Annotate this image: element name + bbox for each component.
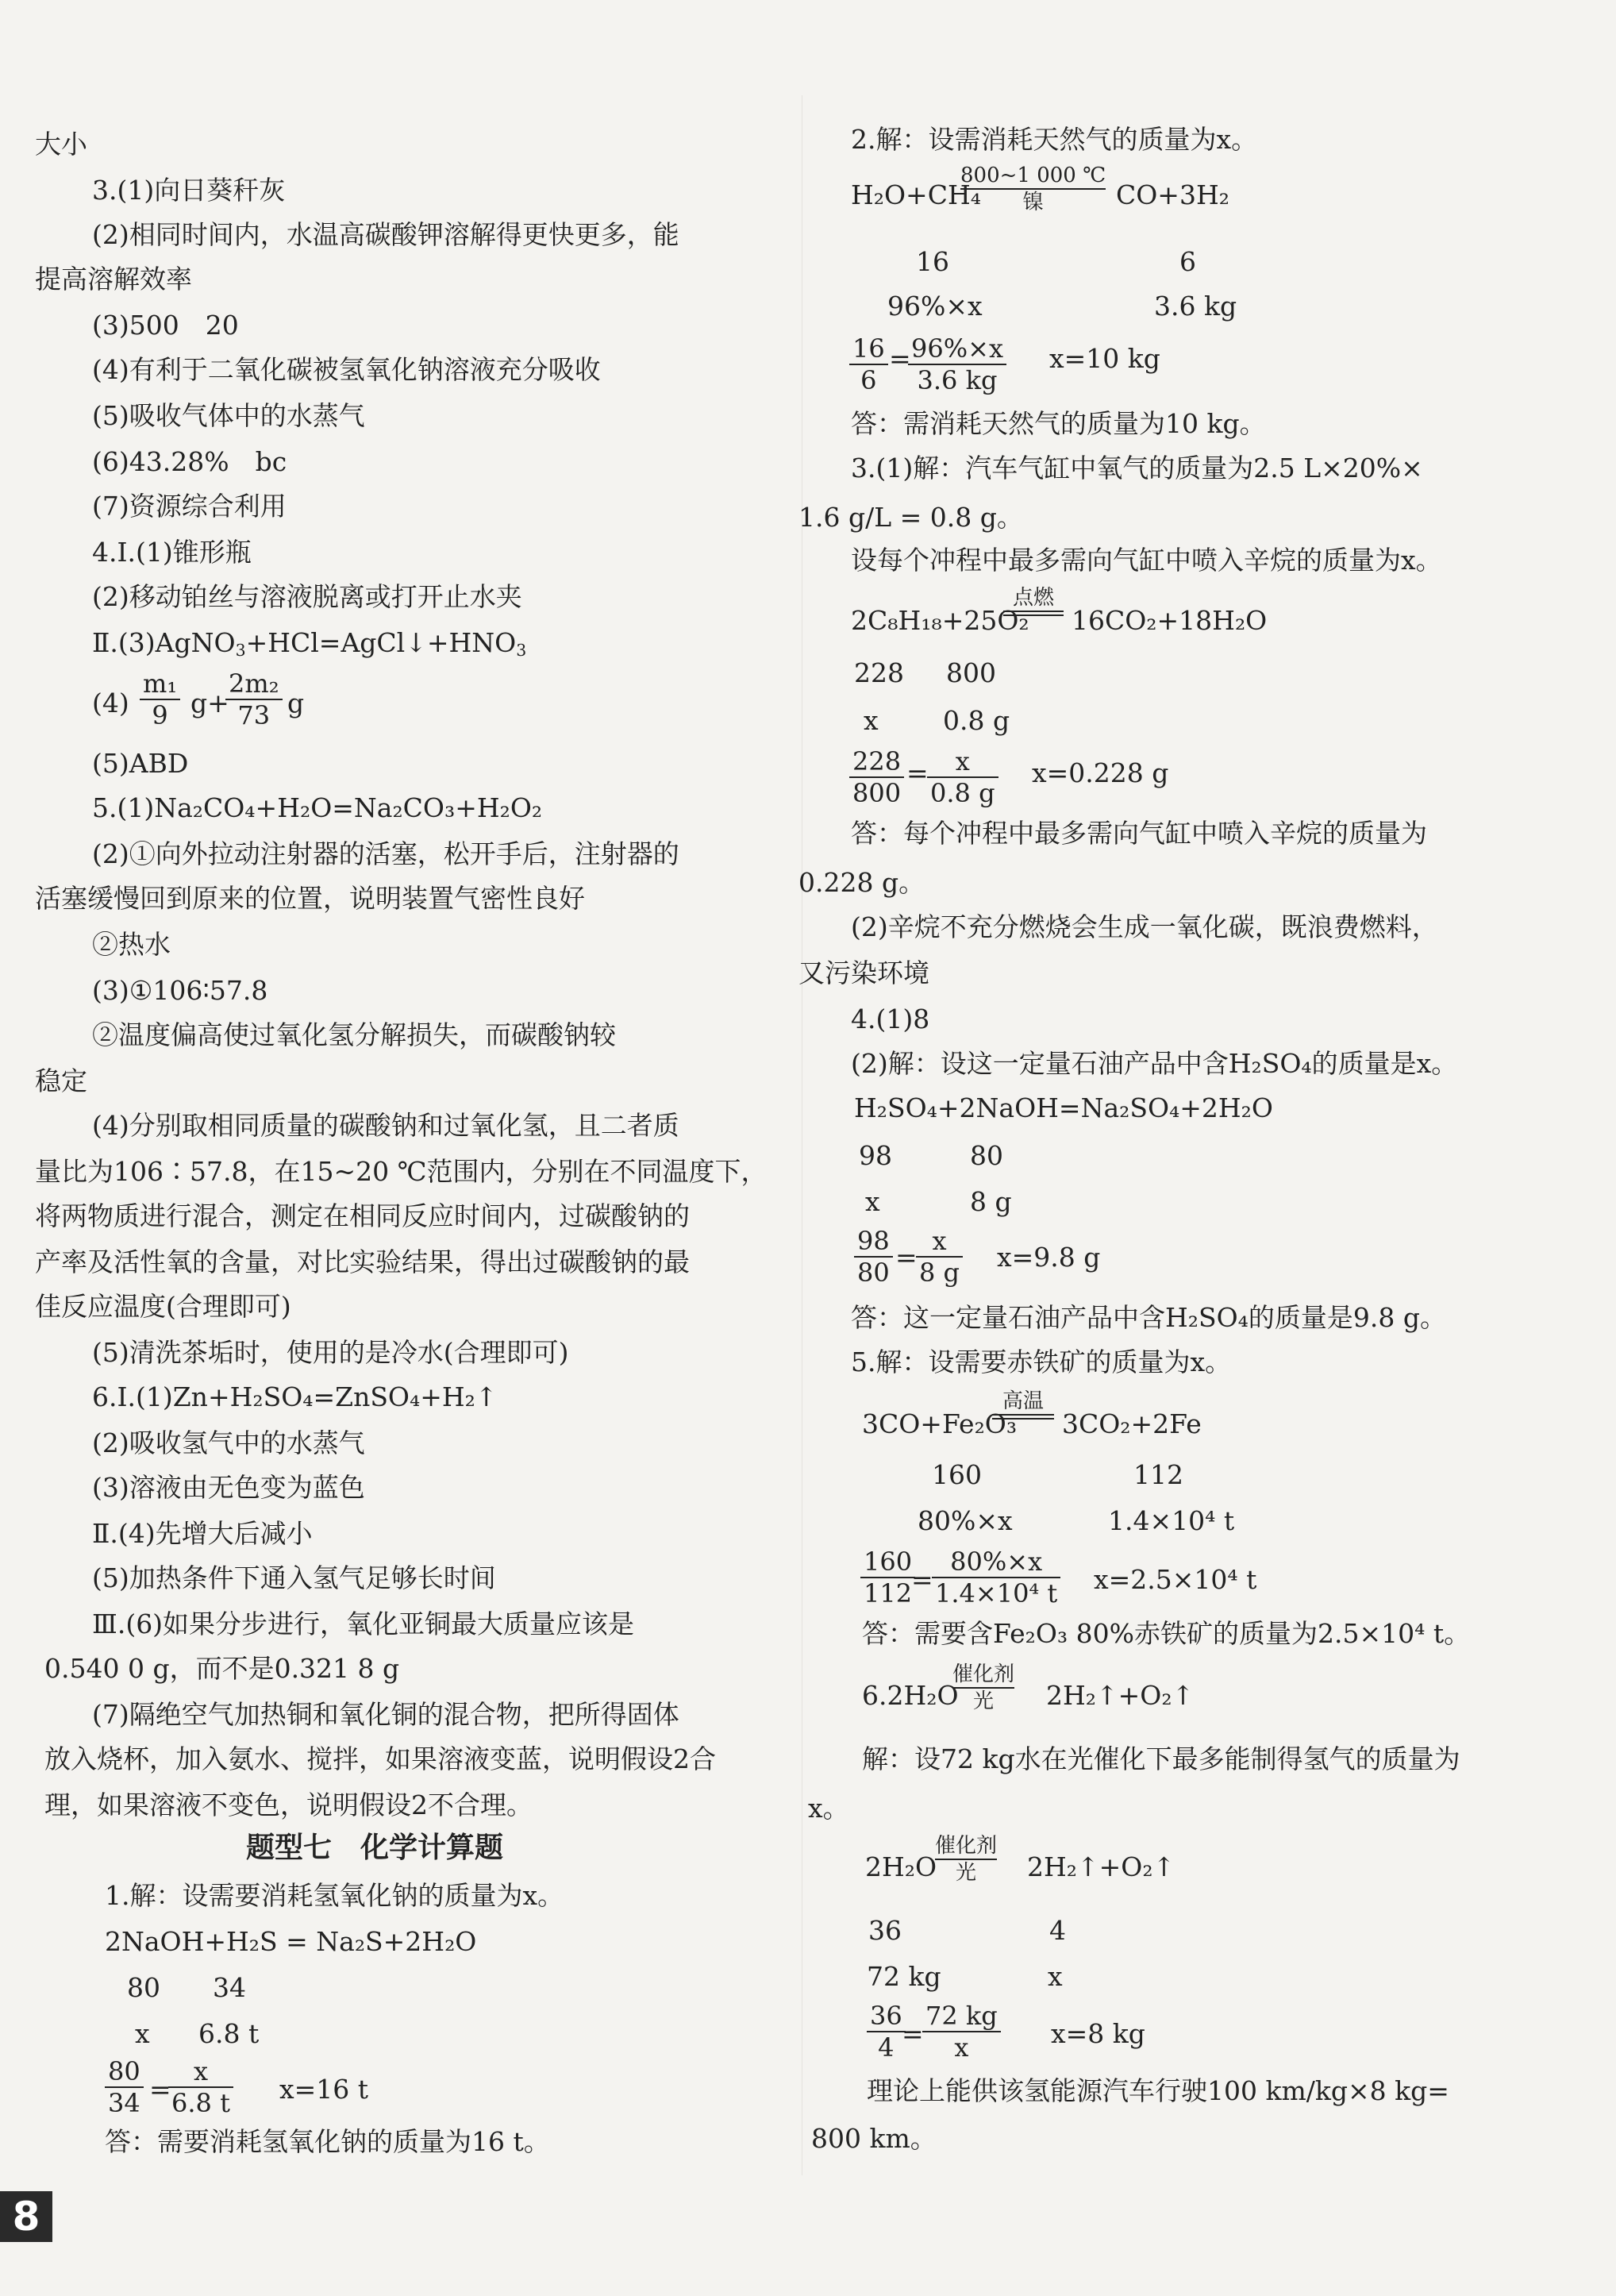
- fraction: [849, 746, 904, 808]
- text-line: 答：这一定量石油产品中含H₂SO₄的质量是9.8 g。: [851, 1302, 1446, 1333]
- text-line: (7)隔绝空气加热铜和氧化铜的混合物，把所得固体: [92, 1699, 679, 1730]
- condition-top: 催化剂: [952, 1662, 1015, 1686]
- condition-bottom: 镍: [1022, 191, 1044, 214]
- text-line: 放入烧杯，加入氨水、搅拌，如果溶液变蓝，说明假设2合: [44, 1743, 716, 1774]
- denominator: 112: [864, 1578, 913, 1608]
- text-line: 3.(1)解：汽车气缸中氧气的质量为2.5 L×20%×: [851, 453, 1423, 483]
- text-line: 提高溶解效率: [35, 264, 192, 295]
- condition-top: 高温: [1002, 1389, 1044, 1413]
- denominator: 8 g: [919, 1258, 960, 1288]
- equals: =: [149, 2074, 171, 2105]
- numerator: x: [932, 1226, 947, 1256]
- text-line: (3)①106∶57.8: [92, 975, 268, 1006]
- fraction: [922, 2001, 1001, 2063]
- text-line: 6.Ⅰ.(1)Zn+H₂SO₄=ZnSO₄+H₂↑: [92, 1381, 498, 1412]
- quantity: 6.8 t: [198, 2018, 260, 2049]
- text-line: 0.540 0 g，而不是0.321 8 g: [44, 1653, 400, 1684]
- quantity: 0.8 g: [943, 705, 1010, 736]
- equation-left: 3CO+Fe₂O₃: [862, 1408, 1018, 1439]
- coefficient: 16: [916, 246, 949, 277]
- equation-left: 2H₂O: [865, 1851, 937, 1882]
- coefficient: 112: [1133, 1459, 1183, 1490]
- text-line: (4)分别取相同质量的碳酸钠和过氧化氢，且二者质: [92, 1110, 679, 1141]
- equation-line: $Ⅱ.(3)AgNO_3+HCl=AgCl↓+HNO_3$: [92, 627, 527, 661]
- coefficient: 6: [1179, 246, 1196, 277]
- equals: =: [902, 2018, 924, 2049]
- text: +HCl=AgCl↓+HNO: [245, 627, 517, 658]
- numerator: 72 kg: [925, 2001, 998, 2031]
- text-line: (4): [92, 688, 129, 718]
- denominator: 800: [852, 778, 902, 808]
- reaction-condition: [952, 1662, 1014, 1713]
- fraction: [932, 1547, 1060, 1608]
- denominator: 4: [878, 2032, 895, 2063]
- text-line: 将两物质进行混合，测定在相同反应时间内，过碳酸钠的: [35, 1200, 690, 1231]
- text-line: 设每个冲程中最多需向气缸中喷入辛烷的质量为x。: [851, 545, 1442, 576]
- text-line: (4)有利于二氧化碳被氢氧化钠溶液充分吸收: [92, 354, 601, 385]
- text-line: (2)移动铂丝与溶液脱离或打开止水夹: [92, 581, 522, 612]
- reaction-condition: [1003, 586, 1064, 617]
- text-line: 3.(1)向日葵秆灰: [92, 175, 286, 206]
- text-line: 0.228 g。: [798, 867, 925, 898]
- equation-left: H₂O+CH₄: [851, 179, 981, 210]
- section-title: 题型七 化学计算题: [246, 1832, 504, 1864]
- equals: =: [895, 1242, 918, 1273]
- result: x=8 kg: [1051, 2018, 1145, 2049]
- text-line: 量比为106∶57.8，在15~20 ℃范围内，分别在不同温度下，: [35, 1156, 768, 1187]
- fraction: [867, 2001, 906, 2063]
- text-line: 稳定: [35, 1065, 87, 1096]
- equation-right: CO+3H₂: [1116, 179, 1229, 210]
- coefficient: 34: [213, 1972, 246, 2003]
- text-line: 佳反应温度(合理即可): [35, 1291, 291, 1322]
- text-line: 答：需要消耗氢氧化钠的质量为16 t。: [105, 2126, 550, 2157]
- equation-line: 2NaOH+H₂S = Na₂S+2H₂O: [105, 1926, 477, 1957]
- quantity: x: [1048, 1961, 1063, 1992]
- coefficient: 160: [932, 1459, 982, 1490]
- numerator: 80%×x: [950, 1547, 1043, 1577]
- equation-line: H₂SO₄+2NaOH=Na₂SO₄+2H₂O: [854, 1092, 1273, 1123]
- text-line: 答：需消耗天然气的质量为10 kg。: [851, 408, 1266, 439]
- denominator: 0.8 g: [930, 778, 995, 808]
- equation-left: 2C₈H₁₈+25O₂: [851, 605, 1029, 636]
- numerator: m₁: [143, 668, 178, 699]
- text-line: 5.解：设需要赤铁矿的质量为x。: [851, 1346, 1232, 1377]
- condition-top: 点燃: [1012, 586, 1054, 610]
- text-line: Ⅲ.(6)如果分步进行，氧化亚铜最大质量应该是: [92, 1608, 635, 1639]
- text-line: (7)资源综合利用: [92, 491, 287, 522]
- text-line: 理论上能供该氢能源汽车行驶100 km/kg×8 kg=: [867, 2075, 1449, 2106]
- quantity: 8 g: [970, 1186, 1012, 1217]
- coefficient: 228: [854, 657, 904, 688]
- denominator: 1.4×10⁴ t: [935, 1578, 1058, 1608]
- quantity: x: [135, 2018, 150, 2049]
- equation-right: 2H₂↑+O₂↑: [1046, 1680, 1195, 1711]
- denominator: 34: [108, 2088, 140, 2118]
- quantity: x: [864, 705, 879, 736]
- equation-right: 3CO₂+2Fe: [1062, 1408, 1202, 1439]
- text-line: (2)解：设这一定量石油产品中含H₂SO₄的质量是x。: [851, 1048, 1458, 1079]
- fraction: [916, 1226, 963, 1288]
- fraction: [860, 1547, 915, 1608]
- denominator: 3.6 kg: [917, 365, 998, 395]
- text-line: 答：需要含Fe₂O₃ 80%赤铁矿的质量为2.5×10⁴ t。: [862, 1618, 1471, 1649]
- text-line: (5)加热条件下通入氢气足够长时间: [92, 1562, 496, 1593]
- numerator: 98: [857, 1226, 890, 1256]
- equation-right: 2H₂↑+O₂↑: [1027, 1851, 1175, 1882]
- numerator: 36: [870, 2001, 902, 2031]
- equals: =: [911, 1564, 933, 1595]
- denominator: 73: [237, 700, 271, 730]
- result: x=9.8 g: [997, 1242, 1101, 1273]
- result: x=10 kg: [1049, 343, 1160, 374]
- text-line: 4.(1)8: [851, 1004, 930, 1034]
- text-line: (2)辛烷不充分燃烧会生成一氧化碳，既浪费燃料，: [851, 911, 1438, 942]
- reaction-condition: [992, 1389, 1054, 1420]
- reaction-condition: [960, 164, 1106, 214]
- result: x=2.5×10⁴ t: [1094, 1564, 1257, 1595]
- text-line: x。: [808, 1793, 849, 1824]
- text-line: 5.(1)Na₂CO₄+H₂O=Na₂CO₃+H₂O₂: [92, 792, 543, 823]
- condition-top: 800~1 000 ℃: [960, 164, 1106, 187]
- quantity: 96%×x: [887, 291, 983, 322]
- text-line: ②热水: [92, 929, 171, 960]
- coefficient: 80: [970, 1140, 1003, 1171]
- condition-bottom: 光: [956, 1861, 977, 1885]
- denominator: 6: [860, 365, 877, 395]
- numerator: 16: [852, 333, 885, 364]
- coefficient: 98: [859, 1140, 892, 1171]
- text-line: (2)①向外拉动注射器的活塞，松开手后，注射器的: [92, 838, 679, 869]
- quantity: x: [865, 1186, 880, 1217]
- denominator: 6.8 t: [171, 2088, 230, 2118]
- denominator: x: [954, 2032, 969, 2063]
- coefficient: 800: [946, 657, 996, 688]
- numerator: 80: [108, 2056, 140, 2086]
- quantity: 80%×x: [918, 1505, 1013, 1536]
- equals: =: [889, 343, 911, 374]
- text-line: (5)ABD: [92, 748, 189, 779]
- numerator: 2m₂: [229, 668, 279, 699]
- numerator: x: [955, 746, 970, 776]
- reaction-condition: [935, 1834, 997, 1885]
- condition-bottom: 光: [973, 1689, 995, 1713]
- text-line: 又污染环境: [798, 957, 929, 988]
- quantity: 72 kg: [867, 1961, 941, 1992]
- fraction: [854, 1226, 893, 1288]
- text-line: 理，如果溶液不变色，说明假设2不合理。: [44, 1789, 533, 1820]
- text-line: 答：每个冲程中最多需向气缸中喷入辛烷的质量为: [851, 818, 1427, 849]
- text-line: 解：设72 kg水在光催化下最多能制得氢气的质量为: [862, 1743, 1460, 1774]
- numerator: 228: [852, 746, 902, 776]
- fraction: [225, 668, 283, 730]
- fraction: [105, 2056, 144, 2118]
- text-line: (5)清洗茶垢时，使用的是冷水(合理即可): [92, 1337, 569, 1368]
- quantity: 1.4×10⁴ t: [1108, 1505, 1235, 1536]
- numerator: 160: [864, 1547, 913, 1577]
- fraction: [140, 668, 180, 730]
- equals: =: [906, 757, 929, 788]
- text-line: ②温度偏高使过氧化氢分解损失，而碳酸钠较: [92, 1019, 616, 1050]
- text-line: 大小: [35, 129, 87, 160]
- text-line: 800 km。: [811, 2123, 937, 2154]
- text-line: 4.Ⅰ.(1)锥形瓶: [92, 537, 252, 568]
- page-number: 8: [0, 2191, 52, 2242]
- text-line: (2)吸收氢气中的水蒸气: [92, 1427, 365, 1458]
- result: x=16 t: [279, 2074, 369, 2105]
- denominator: 80: [857, 1258, 890, 1288]
- condition-top: 催化剂: [935, 1834, 998, 1858]
- fraction: [908, 333, 1006, 395]
- text: g: [287, 688, 305, 718]
- text-line: (3)溶液由无色变为蓝色: [92, 1472, 365, 1503]
- text-line: 产率及活性氧的含量，对比实验结果，得出过碳酸钠的最: [35, 1246, 690, 1277]
- equation-right: 16CO₂+18H₂O: [1072, 605, 1268, 636]
- numerator: x: [193, 2056, 208, 2086]
- fraction: [927, 746, 998, 808]
- text: g+: [190, 688, 229, 718]
- result: x=0.228 g: [1032, 757, 1169, 788]
- coefficient: 4: [1049, 1915, 1066, 1946]
- text-line: (3)500 20: [92, 310, 239, 341]
- fraction: [168, 2056, 233, 2118]
- quantity: 3.6 kg: [1154, 291, 1237, 322]
- text-line: 1.6 g/L = 0.8 g。: [798, 502, 1023, 533]
- text-line: Ⅱ.(4)先增大后减小: [92, 1518, 313, 1549]
- denominator: 9: [152, 700, 168, 730]
- numerator: 96%×x: [911, 333, 1003, 364]
- text-line: (6)43.28% bc: [92, 446, 287, 477]
- text-line: (5)吸收气体中的水蒸气: [92, 400, 365, 431]
- fraction: [849, 333, 888, 395]
- text-line: 1.解：设需要消耗氢氧化钠的质量为x。: [105, 1880, 564, 1911]
- text-line: (2)相同时间内，水温高碳酸钾溶解得更快更多，能: [92, 219, 679, 250]
- text-line: 2.解：设需消耗天然气的质量为x。: [851, 124, 1258, 155]
- text-line: 活塞缓慢回到原来的位置，说明装置气密性良好: [35, 883, 585, 914]
- text: Ⅱ.(3)AgNO: [92, 627, 236, 658]
- equation-left: 6.2H₂O: [862, 1680, 959, 1711]
- coefficient: 80: [127, 1972, 160, 2003]
- coefficient: 36: [868, 1915, 902, 1946]
